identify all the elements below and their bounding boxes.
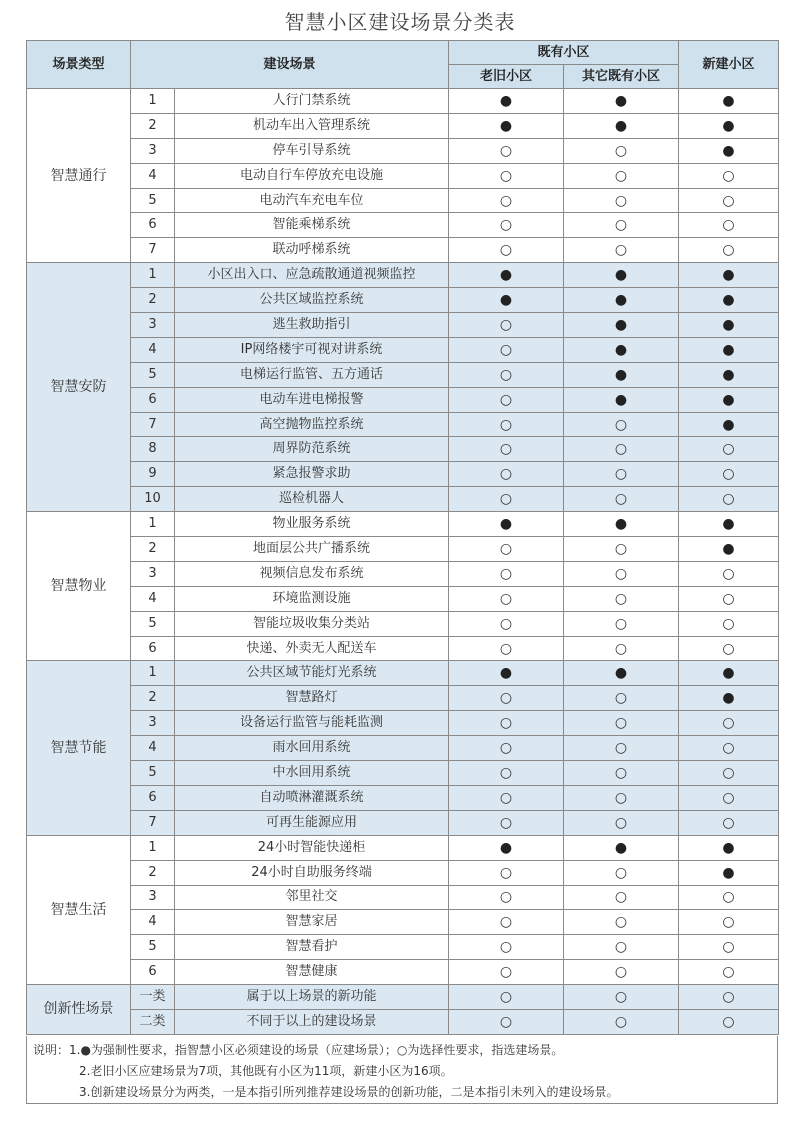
optional-circle-icon: ○ [679, 213, 779, 238]
table-row [27, 288, 779, 313]
table-row [27, 89, 779, 114]
scene-name: 智慧路灯 [175, 686, 449, 711]
scene-name: 智慧健康 [175, 960, 449, 985]
optional-circle-icon: ○ [449, 761, 564, 786]
optional-circle-icon: ○ [679, 711, 779, 736]
mandatory-dot-icon: ● [564, 89, 679, 114]
table-row [27, 686, 779, 711]
optional-circle-icon: ○ [679, 785, 779, 810]
mandatory-dot-icon: ● [679, 89, 779, 114]
scene-name: 公共区域监控系统 [175, 288, 449, 313]
row-number: 6 [131, 636, 175, 661]
category-cell: 智慧通行 [27, 89, 131, 263]
table-row [27, 910, 779, 935]
optional-circle-icon: ○ [449, 462, 564, 487]
scene-name: 视频信息发布系统 [175, 561, 449, 586]
table-row [27, 537, 779, 562]
mandatory-dot-icon: ● [679, 113, 779, 138]
optional-circle-icon: ○ [564, 163, 679, 188]
optional-circle-icon: ○ [564, 736, 679, 761]
header-type: 场景类型 [27, 41, 131, 89]
optional-circle-icon: ○ [564, 935, 679, 960]
optional-circle-icon: ○ [449, 138, 564, 163]
optional-circle-icon: ○ [679, 736, 779, 761]
optional-circle-icon: ○ [679, 1009, 779, 1034]
optional-circle-icon: ○ [679, 163, 779, 188]
optional-circle-icon: ○ [449, 611, 564, 636]
optional-circle-icon: ○ [449, 412, 564, 437]
table-row [27, 437, 779, 462]
row-number: 1 [131, 835, 175, 860]
mandatory-dot-icon: ● [564, 661, 679, 686]
scene-name: 快递、外卖无人配送车 [175, 636, 449, 661]
category-cell: 创新性场景 [27, 985, 131, 1035]
category-cell: 智慧生活 [27, 835, 131, 984]
table-row [27, 561, 779, 586]
optional-circle-icon: ○ [564, 561, 679, 586]
table-row [27, 1009, 779, 1034]
category-cell: 智慧物业 [27, 512, 131, 661]
row-number: 一类 [131, 985, 175, 1010]
row-number: 7 [131, 238, 175, 263]
optional-circle-icon: ○ [679, 561, 779, 586]
optional-circle-icon: ○ [449, 537, 564, 562]
table-row [27, 387, 779, 412]
row-number: 6 [131, 387, 175, 412]
scene-name: 逃生救助指引 [175, 313, 449, 338]
mandatory-dot-icon: ● [679, 362, 779, 387]
header-existing: 既有小区 [449, 41, 679, 65]
mandatory-dot-icon: ● [679, 263, 779, 288]
row-number: 5 [131, 611, 175, 636]
optional-circle-icon: ○ [679, 487, 779, 512]
table-body [27, 89, 779, 1035]
row-number: 5 [131, 362, 175, 387]
row-number: 6 [131, 213, 175, 238]
optional-circle-icon: ○ [449, 885, 564, 910]
scene-name: 周界防范系统 [175, 437, 449, 462]
mandatory-dot-icon: ● [449, 288, 564, 313]
table-row [27, 661, 779, 686]
row-number: 4 [131, 337, 175, 362]
mandatory-dot-icon: ● [564, 387, 679, 412]
notes-box [26, 1036, 778, 1104]
optional-circle-icon: ○ [449, 686, 564, 711]
optional-circle-icon: ○ [679, 885, 779, 910]
optional-circle-icon: ○ [564, 238, 679, 263]
optional-circle-icon: ○ [449, 935, 564, 960]
optional-circle-icon: ○ [564, 1009, 679, 1034]
table-row [27, 835, 779, 860]
row-number: 2 [131, 860, 175, 885]
optional-circle-icon: ○ [564, 885, 679, 910]
optional-circle-icon: ○ [449, 711, 564, 736]
mandatory-dot-icon: ● [564, 835, 679, 860]
scene-name: 高空抛物监控系统 [175, 412, 449, 437]
note-line-3: 3.创新建设场景分为两类，一是本指引所列推荐建设场景的创新功能，二是本指引未列入的建设场景。 [79, 1085, 619, 1099]
header-row-1 [27, 41, 779, 65]
table-row [27, 736, 779, 761]
mandatory-dot-icon: ● [564, 313, 679, 338]
scene-name: 设备运行监管与能耗监测 [175, 711, 449, 736]
optional-circle-icon: ○ [449, 437, 564, 462]
mandatory-dot-icon: ● [679, 138, 779, 163]
note-line-1: 说明：1.●为强制性要求，指智慧小区必须建设的场景（应建场景）；○为选择性要求，指选建场景。 [33, 1043, 564, 1057]
scenario-table [26, 40, 779, 1035]
optional-circle-icon: ○ [679, 437, 779, 462]
mandatory-dot-icon: ● [449, 89, 564, 114]
scene-name: 电动车进电梯报警 [175, 387, 449, 412]
optional-circle-icon: ○ [449, 1009, 564, 1034]
table-row [27, 213, 779, 238]
optional-circle-icon: ○ [679, 238, 779, 263]
header-old: 老旧小区 [449, 65, 564, 89]
optional-circle-icon: ○ [564, 810, 679, 835]
table-row [27, 711, 779, 736]
scene-name: IP网络楼宇可视对讲系统 [175, 337, 449, 362]
optional-circle-icon: ○ [449, 960, 564, 985]
optional-circle-icon: ○ [564, 860, 679, 885]
row-number: 6 [131, 785, 175, 810]
table-row [27, 785, 779, 810]
table-row [27, 636, 779, 661]
scene-name: 地面层公共广播系统 [175, 537, 449, 562]
optional-circle-icon: ○ [449, 561, 564, 586]
optional-circle-icon: ○ [679, 636, 779, 661]
optional-circle-icon: ○ [449, 810, 564, 835]
scene-name: 物业服务系统 [175, 512, 449, 537]
optional-circle-icon: ○ [449, 586, 564, 611]
scene-name: 电动汽车充电车位 [175, 188, 449, 213]
row-number: 4 [131, 586, 175, 611]
row-number: 二类 [131, 1009, 175, 1034]
scene-name: 智慧看护 [175, 935, 449, 960]
row-number: 3 [131, 138, 175, 163]
mandatory-dot-icon: ● [564, 362, 679, 387]
optional-circle-icon: ○ [564, 686, 679, 711]
mandatory-dot-icon: ● [449, 835, 564, 860]
row-number: 1 [131, 512, 175, 537]
table-row [27, 313, 779, 338]
optional-circle-icon: ○ [449, 188, 564, 213]
scene-name: 紧急报警求助 [175, 462, 449, 487]
optional-circle-icon: ○ [679, 910, 779, 935]
row-number: 5 [131, 935, 175, 960]
table-row [27, 188, 779, 213]
table-row [27, 985, 779, 1010]
row-number: 4 [131, 736, 175, 761]
optional-circle-icon: ○ [449, 313, 564, 338]
scene-name: 电梯运行监管、五方通话 [175, 362, 449, 387]
scene-name: 雨水回用系统 [175, 736, 449, 761]
optional-circle-icon: ○ [679, 586, 779, 611]
table-row [27, 337, 779, 362]
optional-circle-icon: ○ [679, 611, 779, 636]
row-number: 1 [131, 89, 175, 114]
scene-name: 属于以上场景的新功能 [175, 985, 449, 1010]
header-scene: 建设场景 [131, 41, 449, 89]
table-row [27, 885, 779, 910]
optional-circle-icon: ○ [564, 761, 679, 786]
mandatory-dot-icon: ● [679, 537, 779, 562]
scene-name: 智能垃圾收集分类站 [175, 611, 449, 636]
scene-name: 电动自行车停放充电设施 [175, 163, 449, 188]
row-number: 1 [131, 661, 175, 686]
mandatory-dot-icon: ● [679, 337, 779, 362]
scene-name: 24小时智能快递柜 [175, 835, 449, 860]
optional-circle-icon: ○ [449, 387, 564, 412]
scene-name: 不同于以上的建设场景 [175, 1009, 449, 1034]
table-row [27, 113, 779, 138]
scene-name: 环境监测设施 [175, 586, 449, 611]
optional-circle-icon: ○ [679, 761, 779, 786]
row-number: 3 [131, 885, 175, 910]
table-row [27, 860, 779, 885]
mandatory-dot-icon: ● [679, 661, 779, 686]
row-number: 2 [131, 288, 175, 313]
table-row [27, 462, 779, 487]
scene-name: 巡检机器人 [175, 487, 449, 512]
row-number: 2 [131, 113, 175, 138]
optional-circle-icon: ○ [449, 636, 564, 661]
optional-circle-icon: ○ [449, 910, 564, 935]
optional-circle-icon: ○ [564, 138, 679, 163]
table-row [27, 810, 779, 835]
row-number: 8 [131, 437, 175, 462]
row-number: 9 [131, 462, 175, 487]
row-number: 4 [131, 910, 175, 935]
mandatory-dot-icon: ● [679, 412, 779, 437]
optional-circle-icon: ○ [679, 960, 779, 985]
optional-circle-icon: ○ [449, 163, 564, 188]
mandatory-dot-icon: ● [564, 337, 679, 362]
mandatory-dot-icon: ● [679, 835, 779, 860]
optional-circle-icon: ○ [564, 960, 679, 985]
mandatory-dot-icon: ● [564, 113, 679, 138]
optional-circle-icon: ○ [564, 487, 679, 512]
table-row [27, 238, 779, 263]
mandatory-dot-icon: ● [449, 661, 564, 686]
mandatory-dot-icon: ● [449, 263, 564, 288]
optional-circle-icon: ○ [449, 785, 564, 810]
row-number: 4 [131, 163, 175, 188]
row-number: 5 [131, 188, 175, 213]
optional-circle-icon: ○ [449, 362, 564, 387]
optional-circle-icon: ○ [564, 586, 679, 611]
table-row [27, 263, 779, 288]
table-row [27, 761, 779, 786]
optional-circle-icon: ○ [564, 412, 679, 437]
scene-name: 可再生能源应用 [175, 810, 449, 835]
optional-circle-icon: ○ [564, 213, 679, 238]
table-row [27, 935, 779, 960]
table-row [27, 586, 779, 611]
optional-circle-icon: ○ [564, 985, 679, 1010]
mandatory-dot-icon: ● [679, 313, 779, 338]
header-other: 其它既有小区 [564, 65, 679, 89]
scene-name: 联动呼梯系统 [175, 238, 449, 263]
mandatory-dot-icon: ● [679, 686, 779, 711]
page-title: 智慧小区建设场景分类表 [284, 10, 516, 34]
mandatory-dot-icon: ● [449, 113, 564, 138]
scene-name: 小区出入口、应急疏散通道视频监控 [175, 263, 449, 288]
table-row [27, 138, 779, 163]
table-row [27, 960, 779, 985]
table-row [27, 487, 779, 512]
optional-circle-icon: ○ [449, 213, 564, 238]
table-row [27, 611, 779, 636]
optional-circle-icon: ○ [449, 985, 564, 1010]
row-number: 2 [131, 686, 175, 711]
row-number: 5 [131, 761, 175, 786]
table-row [27, 362, 779, 387]
table-row [27, 512, 779, 537]
optional-circle-icon: ○ [564, 785, 679, 810]
scene-name: 停车引导系统 [175, 138, 449, 163]
mandatory-dot-icon: ● [679, 288, 779, 313]
mandatory-dot-icon: ● [449, 512, 564, 537]
optional-circle-icon: ○ [449, 736, 564, 761]
optional-circle-icon: ○ [449, 337, 564, 362]
scene-name: 邻里社交 [175, 885, 449, 910]
optional-circle-icon: ○ [564, 636, 679, 661]
optional-circle-icon: ○ [449, 238, 564, 263]
optional-circle-icon: ○ [564, 437, 679, 462]
row-number: 7 [131, 412, 175, 437]
mandatory-dot-icon: ● [679, 387, 779, 412]
note-line-2: 2.老旧小区应建场景为7项，其他既有小区为11项，新建小区为16项。 [79, 1064, 453, 1078]
optional-circle-icon: ○ [679, 188, 779, 213]
row-number: 1 [131, 263, 175, 288]
optional-circle-icon: ○ [564, 910, 679, 935]
optional-circle-icon: ○ [679, 935, 779, 960]
scene-name: 智能乘梯系统 [175, 213, 449, 238]
optional-circle-icon: ○ [449, 487, 564, 512]
category-cell: 智慧安防 [27, 263, 131, 512]
scene-name: 公共区域节能灯光系统 [175, 661, 449, 686]
scene-name: 人行门禁系统 [175, 89, 449, 114]
optional-circle-icon: ○ [564, 537, 679, 562]
table-row [27, 412, 779, 437]
optional-circle-icon: ○ [679, 985, 779, 1010]
category-cell: 智慧节能 [27, 661, 131, 835]
optional-circle-icon: ○ [679, 810, 779, 835]
scene-name: 智慧家居 [175, 910, 449, 935]
scene-name: 自动喷淋灌溉系统 [175, 785, 449, 810]
row-number: 2 [131, 537, 175, 562]
mandatory-dot-icon: ● [679, 860, 779, 885]
row-number: 3 [131, 561, 175, 586]
scene-name: 中水回用系统 [175, 761, 449, 786]
row-number: 6 [131, 960, 175, 985]
row-number: 3 [131, 313, 175, 338]
table-row [27, 163, 779, 188]
header-new: 新建小区 [679, 41, 779, 89]
optional-circle-icon: ○ [449, 860, 564, 885]
scene-name: 机动车出入管理系统 [175, 113, 449, 138]
mandatory-dot-icon: ● [679, 512, 779, 537]
optional-circle-icon: ○ [564, 188, 679, 213]
optional-circle-icon: ○ [564, 462, 679, 487]
row-number: 3 [131, 711, 175, 736]
optional-circle-icon: ○ [564, 611, 679, 636]
optional-circle-icon: ○ [679, 462, 779, 487]
mandatory-dot-icon: ● [564, 263, 679, 288]
row-number: 7 [131, 810, 175, 835]
scene-name: 24小时自助服务终端 [175, 860, 449, 885]
row-number: 10 [131, 487, 175, 512]
mandatory-dot-icon: ● [564, 512, 679, 537]
optional-circle-icon: ○ [564, 711, 679, 736]
mandatory-dot-icon: ● [564, 288, 679, 313]
